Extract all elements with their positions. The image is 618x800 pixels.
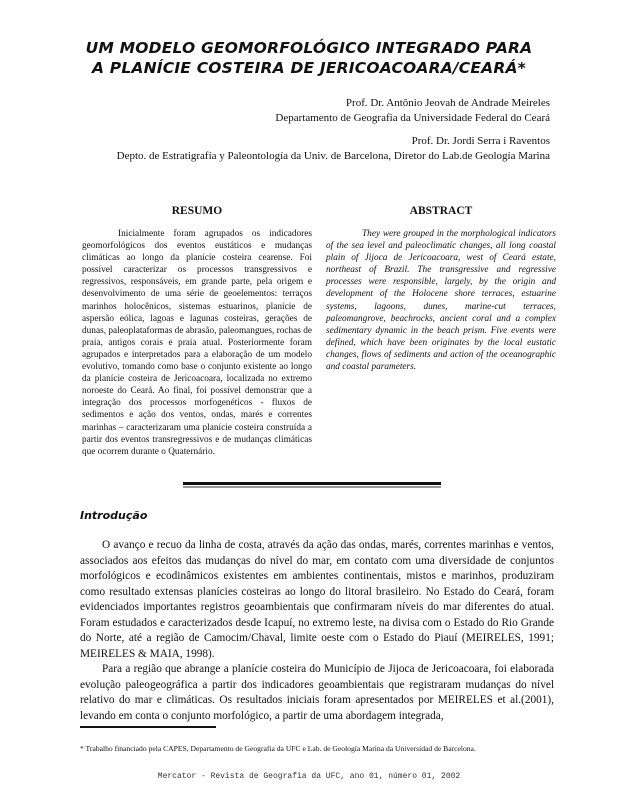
author-block-1 <box>275 96 550 126</box>
abstract-text: They were grouped in the morphological indicators of the sea level and paleoclimatic changes, all long coastal plain of Jijoca de Jericoacoara, west of Ceará estate, northeast of Brazil. The transgressive and regressive processes were responsible, largely, by the origin and development of the Holocene shore terraces, estuarine systems, lagoons, dunes, marine-cut terraces, paleomangrove, beachrocks, ancient coral and a complex sedimentary dynamic in the beach prism. Five events were defined, which have been originates by the local eustatic changes, flows of sediments and action of the oceanographic and coastal parameters. <box>326 229 556 373</box>
resumo-heading: RESUMO <box>171 205 223 217</box>
resumo-column <box>82 228 312 458</box>
paragraph: Para a região que abrange a planície costeira do Município de Jijoca de Jericoacoara, foi elaborada evolução paleogeográfica a partir dos indicadores geoambientais que registraram mudanças do nível relativo do mar e climáticas. Os resultados iniciais foram apresentados por MEIRELES et al.(2001), levando em conta o conjunto morfológico, a partir de uma abordagem integrada, <box>80 663 554 722</box>
author-affiliation: Depto. de Estratigrafía y Paleontología da Univ. de Barcelona, Diretor do Lab.de Geología Marina <box>116 150 550 162</box>
title-line-1: UM MODELO GEOMORFOLÓGICO INTEGRADO PARA <box>85 39 533 57</box>
author-name: Prof. Dr. Jordi Serra i Raventos <box>411 135 550 147</box>
author-affiliation: Departamento de Geografia da Universidade Federal do Ceará <box>275 112 550 124</box>
article-title <box>60 38 558 78</box>
paragraph: O avanço e recuo da linha de costa, através da ação das ondas, marés, correntes marinhas e ventos, associados aos efeitos das mudanças do nível do mar, em contato com uma diversidade de conjuntos morfológicos e ecodinâmicos existentes em ambientes continentais, mistos e marinhos, produziram como resultado extensas planícies costeiras ao longo do litoral brasileiro. No Estado do Ceará, foram evidenciados importantes registros geoambientais que confirmaram níveis do mar diferentes do atual. Foram estudados e caracterizados desde Icapuí, no extremo leste, na divisa com o Estado do Rio Grande do Norte, até a região de Camocim/Chaval, limite oeste com o Estado do Piauí (MEIRELES, 1991; MEIRELES & MAIA, 1998). <box>80 539 554 660</box>
resumo-text: Inicialmente foram agrupados os indicadores geomorfológicos dos eventos eustáticos e mudanças climáticas ao longo da planície costeira cearense. Foi possível caracterizar os processos transgressivos e regressivos, responsáveis, em grande parte, pela origem e desenvolvimento de uma série de geoelementos: terraços marinhos holocênicos, sistemas estuarinos, planície de aspersão eólica, lagoas e lagunas costeiras, gerações de dunas, paleoplataformas de abrasão, paleomangues, rochas de praia, antigos corais e praia atual. Posteriormente foram agrupados e interpretados para a elaboração de um modelo evolutivo, tomando como base o conjunto existente ao longo da planície costeira de Jericoacoara, localizada no extremo noroeste do Ceará. Ao final, foi possível demonstrar que a integração dos processos morfogenéticos - fluxos de sedimentos e ação dos ventos, ondas, marés e correntes marinhas – caracterizaram uma planície costeira construída a partir dos eventos transregressivos e de mudanças climáticas que ocorrem durante o Quaternário. <box>82 229 313 457</box>
introduction-body <box>80 538 554 724</box>
title-line-2: A PLANÍCIE COSTEIRA DE JERICOACOARA/CEARÁ* <box>92 59 526 77</box>
author-block-2 <box>117 134 550 164</box>
footnote: * Trabalho financiado pela CAPES, Departamento de Geografia da UFC e Lab. de Geología Marina da Universidad de Barcelona. <box>80 744 476 753</box>
section-divider-shadow <box>183 486 441 488</box>
abstract-heading: ABSTRACT <box>409 205 473 217</box>
section-divider <box>183 482 441 485</box>
page-footer: Mercator - Revista de Geografia da UFC, ano 01, número 01, 2002 <box>157 772 461 781</box>
introduction-heading: Introdução <box>80 509 148 522</box>
author-name: Prof. Dr. Antônio Jeovah de Andrade Meireles <box>345 97 550 109</box>
footnote-separator <box>80 726 216 728</box>
abstract-column <box>326 228 556 373</box>
